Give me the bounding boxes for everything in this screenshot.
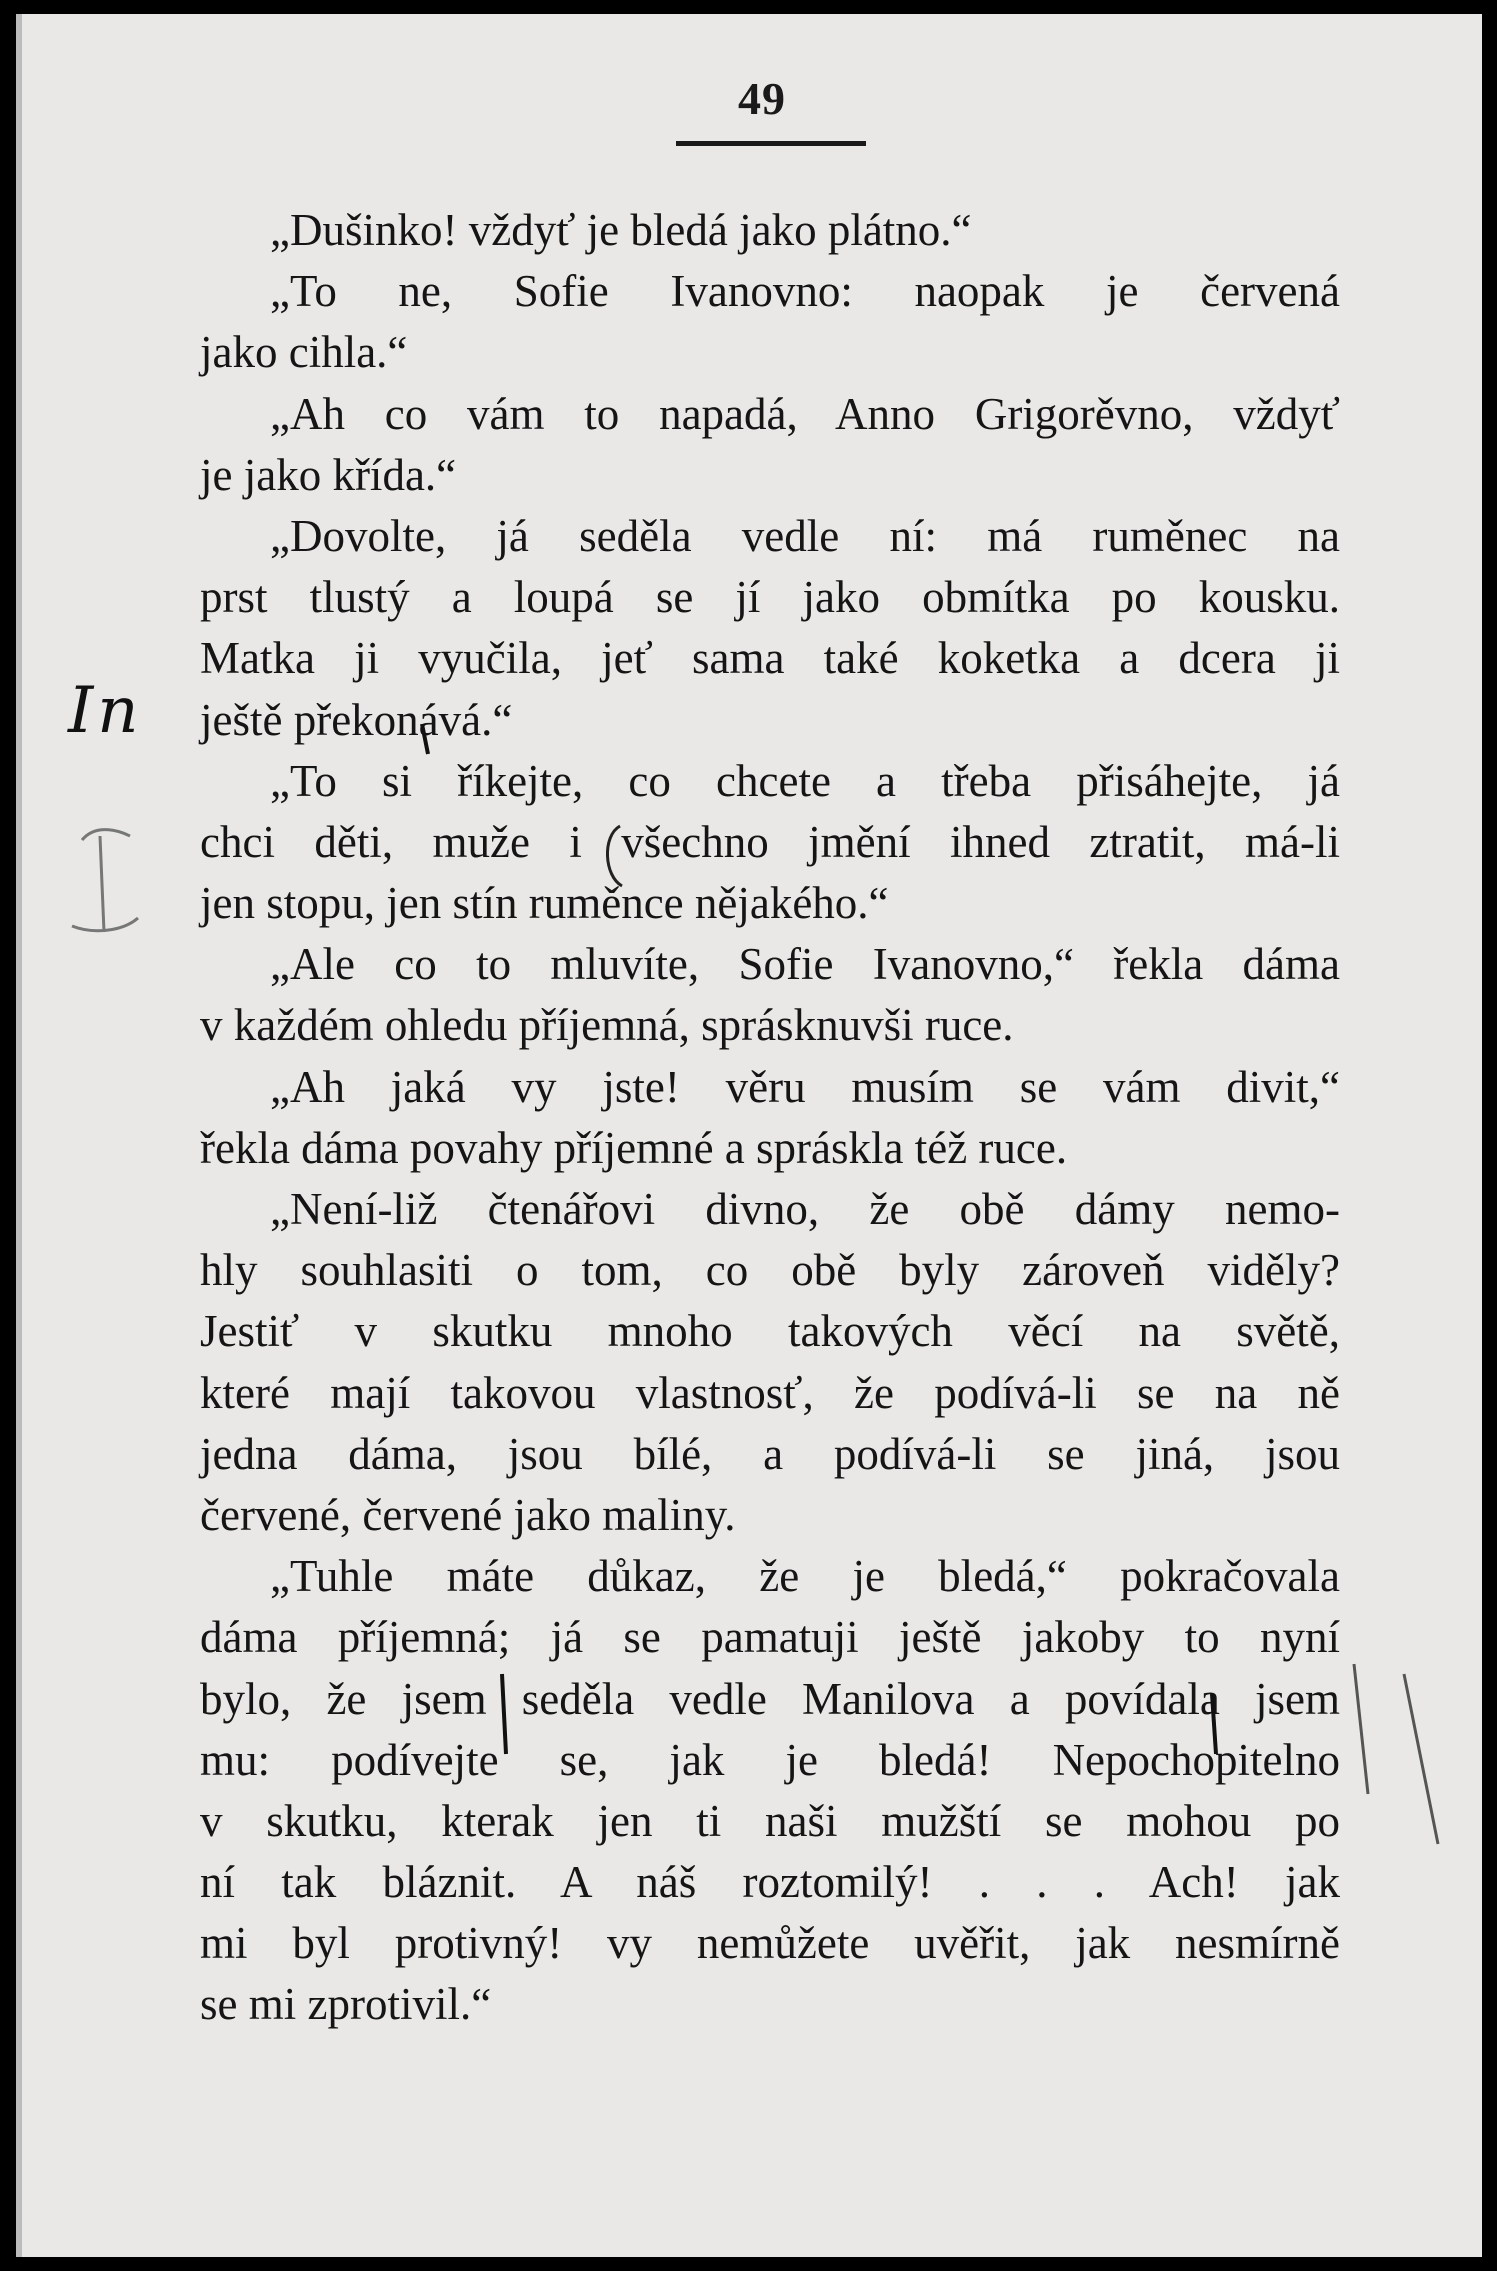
text-line: které mají takovou vlastnosť, že podívá-li se na ně (200, 1367, 1340, 1418)
handwritten-pencil-marks (22, 14, 1488, 2257)
text-line: „To ne, Sofie Ivanovno: naopak je červená (270, 266, 1340, 317)
text-line: bylo, že jsem seděla vedle Manilova a povídala jsem (200, 1673, 1340, 1724)
text-line: mi byl protivný! vy nemůžete uvěřit, jak nesmírně (200, 1918, 1340, 1969)
text-line: „To si říkejte, co chcete a třeba přisáhejte, já (270, 755, 1340, 806)
text-line: „Ah jaká vy jste! věru musím se vám divit,“ (270, 1061, 1340, 1112)
text-line: v každém ohledu příjemná, sprásknuvši ruce. (200, 1000, 1014, 1051)
text-line: jako cihla.“ (200, 327, 408, 378)
book-page (16, 14, 1482, 2257)
text-line: „Není-liž čtenářovi divno, že obě dámy nemo- (270, 1184, 1340, 1234)
text-line: jen stopu, jen stín ruměnce nějakého.“ (200, 878, 889, 929)
text-line: Jestiť v skutku mnoho takových věcí na světě, (200, 1306, 1340, 1357)
text-line: se mi zprotivil.“ (200, 1979, 492, 2030)
text-line: je jako křída.“ (200, 449, 457, 500)
text-line: prst tlustý a loupá se jí jako obmítka po kousku. (200, 572, 1340, 623)
pencil-stroke (82, 830, 130, 840)
text-line: v skutku, kterak jen ti naši mužští se mohou po (200, 1795, 1340, 1846)
pencil-stroke (502, 1674, 506, 1754)
text-line: ještě překonává.“ (200, 694, 513, 745)
text-line: hly souhlasiti o tom, co obě byly zároveň viděly? (200, 1245, 1340, 1296)
pencil-stroke (1354, 1664, 1368, 1794)
page-number: 49 (738, 73, 786, 124)
text-line: „Tuhle máte důkaz, že je bledá,“ pokračovala (270, 1551, 1340, 1602)
text-line: chci děti, muže i všechno jmění ihned ztratit, má-li (200, 816, 1340, 867)
pencil-stroke (100, 836, 104, 932)
text-line: červené, červené jako maliny. (200, 1489, 736, 1540)
pencil-stroke (422, 724, 428, 754)
text-line: „Dušinko! vždyť je bledá jako plátno.“ (270, 205, 972, 255)
pencil-stroke (607, 826, 622, 886)
text-line: „Ale co to mluvíte, Sofie Ivanovno,“ řekla dáma (270, 939, 1340, 990)
handwritten-margin-note: In (68, 674, 143, 748)
text-line: ní tak bláznit. A náš roztomilý! . . . Ach! jak (200, 1857, 1340, 1908)
text-line: jedna dáma, jsou bílé, a podívá-li se jiná, jsou (200, 1428, 1340, 1479)
text-line: řekla dáma povahy příjemné a spráskla též ruce. (200, 1122, 1068, 1173)
pencil-stroke (1212, 1694, 1216, 1754)
pencil-stroke (1404, 1674, 1438, 1844)
text-line: „Ah co vám to napadá, Anno Grigorěvno, vždyť (270, 388, 1340, 439)
text-line: mu: podívejte se, jak je bledá! Nepochopitelno (200, 1734, 1340, 1785)
text-line: „Dovolte, já seděla vedle ní: má ruměnec na (270, 510, 1340, 561)
text-line: Matka ji vyučila, jeť sama také koketka a dcera ji (200, 633, 1340, 684)
text-line: dáma příjemná; já se pamatuji ještě jakoby to nyní (200, 1612, 1340, 1663)
